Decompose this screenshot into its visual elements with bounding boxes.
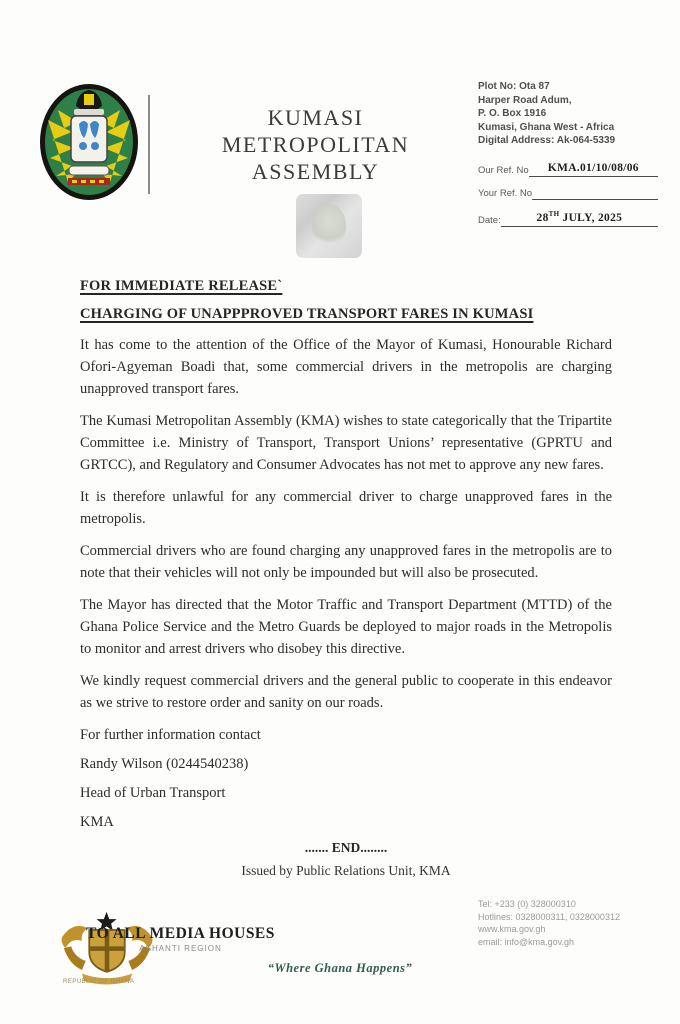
headline: CHARGING OF UNAPPPROVED TRANSPORT FARES IN KUMASI [80, 306, 534, 322]
date-value: 28TH JULY, 2025 [536, 210, 623, 224]
footer-email: email: info@kma.gov.gh [478, 936, 575, 947]
kma-crest-icon [38, 82, 140, 202]
paragraph: Commercial drivers who are found charging any unapproved fares in the metropolis are to note that their vehicles will not only be impounded but will also be prosecuted. [80, 543, 612, 581]
slogan: “Where Ghana Happens” [267, 961, 413, 975]
address-line: Plot No: Ota 87 [478, 81, 550, 92]
header-divider [148, 95, 150, 194]
org-title-line1: KUMASI [267, 105, 364, 130]
contact-org: KMA [80, 814, 114, 830]
paragraph: We kindly request commercial drivers and the general public to cooperate in this endeavor as we strive to restore order and sanity on our roads. [80, 673, 612, 711]
reference-block [478, 158, 658, 235]
kma-crest-logo [38, 82, 140, 202]
address-line: Digital Address: Ak-064-5339 [478, 135, 616, 146]
recipient-line: TO ALL MEDIA HOUSES [86, 925, 275, 942]
paragraph: The Kumasi Metropolitan Assembly (KMA) wishes to state categorically that the Tripartite Committee i.e. Ministry of Transport, Transport Unions’ representative (GPRTU and GRTCC), and Regulatory and Consumer Advocates has not met to approve any new fares. [80, 413, 612, 473]
letter-body [80, 278, 612, 879]
footer-website: www.kma.gov.gh [478, 924, 546, 934]
footer-hotlines: Hotlines: 0328000311, 0328000312 [478, 911, 620, 922]
footer-contact-block [478, 898, 620, 948]
end-marker: ....... END........ [304, 840, 388, 855]
footer-tel: Tel: +233 (0) 328000310 [478, 899, 576, 909]
coat-of-arms-caption: REPUBLIC OF GHANA [63, 979, 135, 985]
our-ref-line [529, 158, 658, 177]
hologram-emblem [312, 204, 346, 246]
issued-by-line: Issued by Public Relations Unit, KMA [241, 863, 451, 878]
address-block [478, 80, 668, 148]
contact-title: Head of Urban Transport [80, 785, 226, 801]
paragraph: It has come to the attention of the Office of the Mayor of Kumasi, Honourable Richard Ofori-Agyeman Boadi that, some commercial drivers in the metropolis are charging unapproved transport fares. [80, 337, 612, 397]
paragraph: The Mayor has directed that the Motor Traffic and Transport Department (MTTD) of the Ghana Police Service and the Metro Guards be deployed to major roads in the Metropolis to monitor and arrest drivers who disobey this directive. [80, 597, 612, 657]
address-line: P. O. Box 1916 [478, 108, 547, 119]
paragraph: It is therefore unlawful for any commercial driver to charge unapproved fares in the metropolis. [80, 489, 612, 527]
hologram-stamp [296, 194, 362, 258]
address-line: Harper Road Adum, [478, 94, 572, 106]
contact-name-phone: Randy Wilson (0244540238) [80, 756, 249, 772]
your-ref-row [478, 185, 658, 200]
media-recipient-block [83, 925, 278, 953]
our-ref-value: KMA.01/10/08/06 [547, 162, 639, 174]
region-line: ASHANTI REGION [139, 944, 222, 953]
your-ref-line [532, 185, 658, 200]
our-ref-row [478, 158, 658, 177]
our-ref-label: Our Ref. No [478, 165, 529, 176]
address-line: Kumasi, Ghana West - Africa [478, 121, 615, 133]
date-label: Date: [478, 215, 501, 226]
release-tag: FOR IMMEDIATE RELEASE` [80, 278, 283, 294]
contact-line: For further information contact [80, 727, 261, 743]
date-row [478, 208, 658, 227]
your-ref-label: Your Ref. No [478, 188, 533, 199]
org-title [158, 104, 473, 185]
org-title-line2: METROPOLITAN ASSEMBLY [221, 132, 410, 184]
date-line [501, 208, 658, 227]
